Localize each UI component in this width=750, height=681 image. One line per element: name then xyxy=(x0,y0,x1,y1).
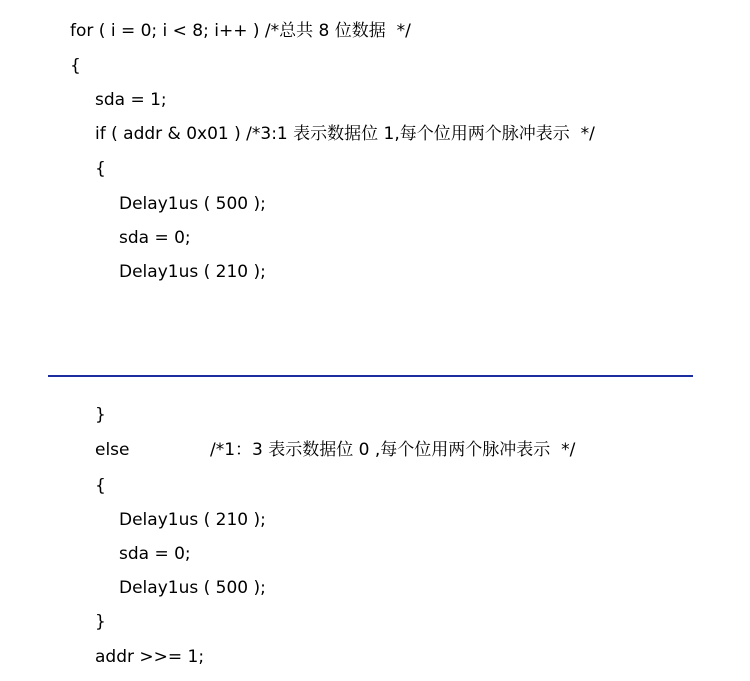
code-line-delay: Delay1us ( 500 ); xyxy=(119,578,266,598)
code-line-sda-set: sda = 1; xyxy=(95,90,167,110)
code-line-for-loop: for ( i = 0; i < 8; i++ ) /*总共 8 位数据 */ xyxy=(70,21,411,41)
code-line-sda-clear: sda = 0; xyxy=(119,544,191,564)
code-line-else-comment: /*1：3 表示数据位 0 ,每个位用两个脉冲表示 */ xyxy=(210,440,576,460)
code-line-close-brace: } xyxy=(95,612,106,632)
code-line-delay: Delay1us ( 210 ); xyxy=(119,262,266,282)
code-line-sda-clear: sda = 0; xyxy=(119,228,191,248)
code-line-if-addr: if ( addr & 0x01 ) /*3:1 表示数据位 1,每个位用两个脉冲表示 */ xyxy=(95,124,595,144)
page-divider xyxy=(48,375,693,377)
code-line-open-brace: { xyxy=(70,56,81,76)
code-line-shift: addr >>= 1; xyxy=(95,647,205,667)
code-line-delay: Delay1us ( 500 ); xyxy=(119,194,266,214)
code-line-delay: Delay1us ( 210 ); xyxy=(119,510,266,530)
code-line-open-brace: { xyxy=(95,159,106,179)
code-line-open-brace: { xyxy=(95,476,106,496)
code-line-close-brace: } xyxy=(95,405,106,425)
code-line-else: else xyxy=(95,440,130,460)
